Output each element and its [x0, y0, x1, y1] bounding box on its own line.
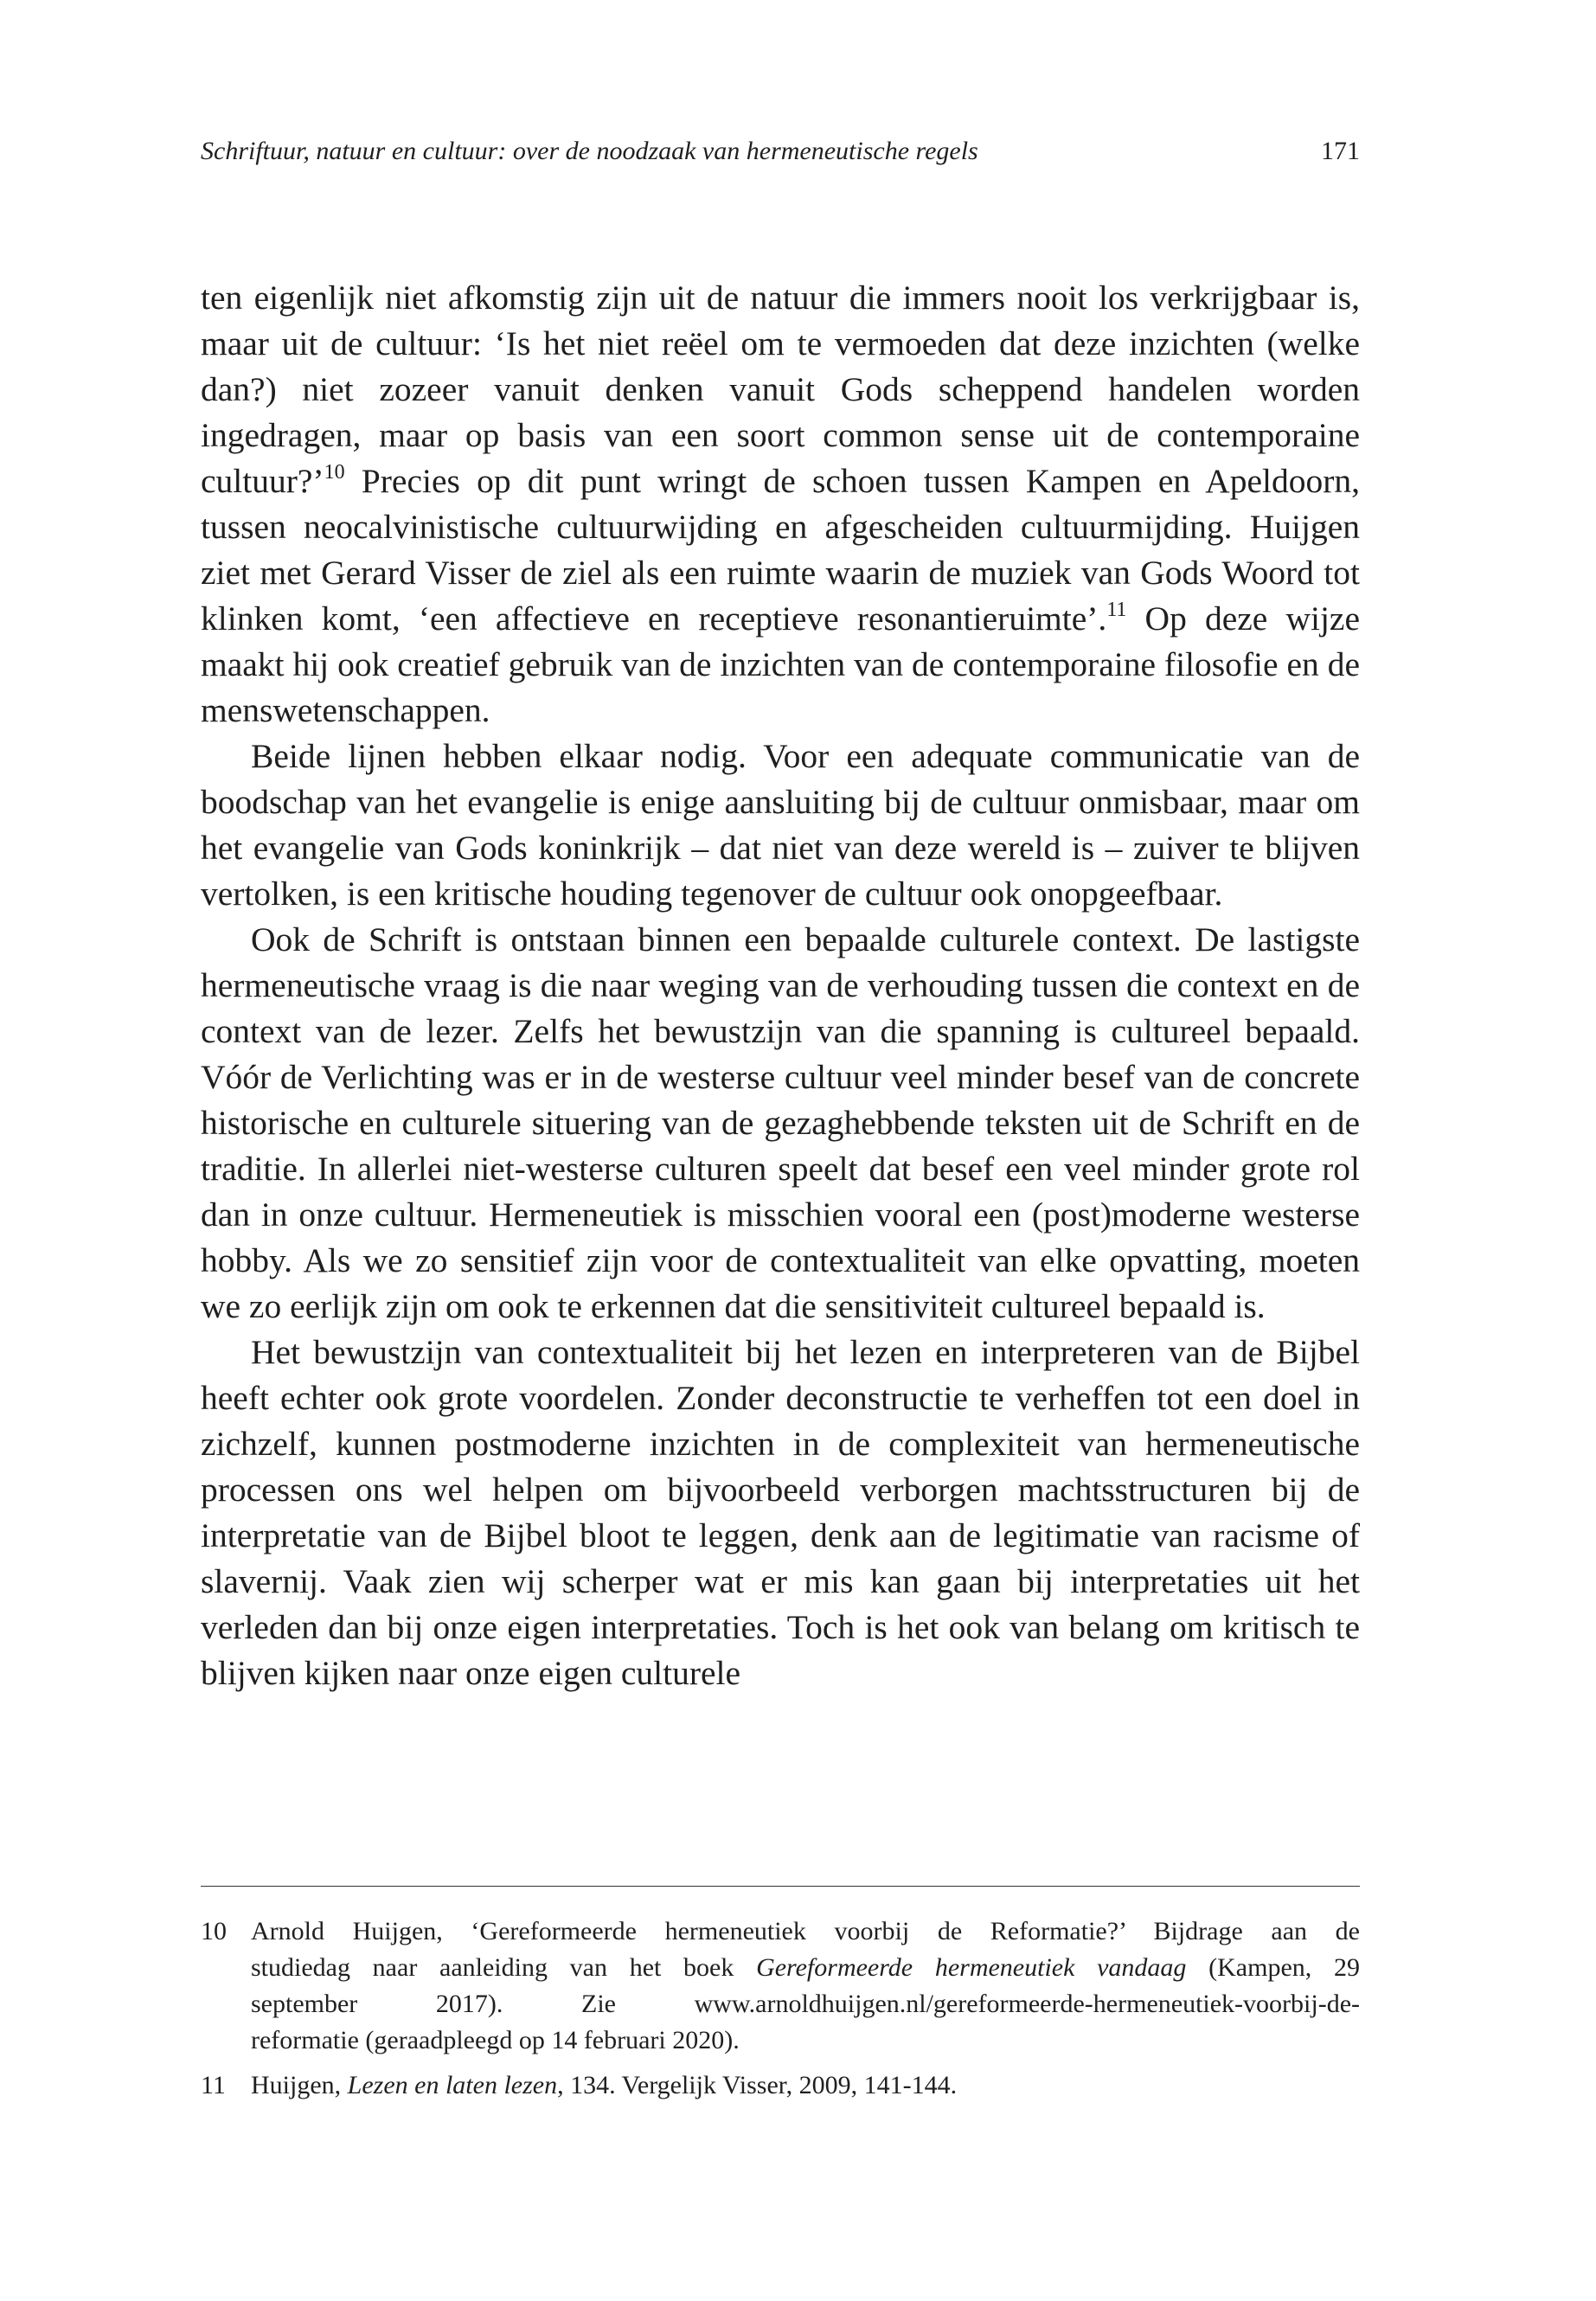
main-text [201, 275, 1360, 1696]
footnote-number: 10 [201, 1917, 227, 1945]
footnote-text: (Kampen, 29 [1186, 1953, 1360, 1982]
footnote-divider [201, 1886, 1360, 1887]
paragraph: Beide lijnen hebben elkaar nodig. Voor een adequate communicatie van de boodschap van het evangelie is enige aansluiting bij de cultuur onmisbaar, maar om het evangelie van Gods koninkrijk – dat niet van deze wereld is – zuiver te blijven vertolken, is een kritische houding tegenover de cultuur ook onopgeefbaar. [201, 737, 1360, 913]
footnote-text: , 134. Vergelijk Visser, 2009, 141-144. [557, 2071, 958, 2099]
paragraph: Het bewustzijn van contextualiteit bij het lezen en interpreteren van de Bijbel heeft echter ook grote voordelen. Zonder deconstructie te verheffen tot een doel in zichzelf, kunnen postmoderne inzichten in de complexiteit van hermeneutische processen ons wel helpen om bijvoorbeeld verborgen machtsstructuren bij de interpretatie van de Bijbel bloot te leggen, denk aan de legitimatie van racisme of slavernij. Vaak zien wij scherper wat er mis kan gaan bij interpretaties uit het verleden dan bij onze eigen interpretaties. Toch is het ook van belang om kritisch te blijven kijken naar onze eigen culturele [201, 1333, 1360, 1692]
footnote-number: 11 [201, 2071, 226, 2099]
footnote-ref[interactable]: 11 [1106, 599, 1127, 621]
footnote-ref[interactable]: 10 [324, 461, 345, 484]
running-title: Schriftuur, natuur en cultuur: over de noodzaak van hermeneutische regels [201, 137, 978, 165]
footnote-text: Huijgen, [251, 2071, 348, 2099]
footnote-line: Arnold Huijgen, ‘Gereformeerde hermeneutiek voorbij de Reformatie?’ Bijdrage aan de [251, 1917, 1360, 1945]
footnote-text: studiedag naar aanleiding van het boek [251, 1953, 757, 1982]
paragraph-text: ten eigenlijk niet afkomstig zijn uit de natuur die immers nooit los verkrijgbaar is, maar uit de cultuur: ‘Is het niet reëel om te vermoeden dat deze inzichten (welke dan?) niet zozeer vanuit denken vanuit Gods scheppend handelen worden ingedragen, maar op basis van een soort common sense uit de contemporaine cultuur?’ [201, 279, 1360, 500]
footnote-11 [201, 2067, 1360, 2104]
book-title: Lezen en laten lezen [347, 2071, 558, 2099]
footnote-10 [201, 1913, 1360, 2059]
footnote-line: reformatie (geraadpleegd op 14 februari 2020). [251, 2026, 740, 2054]
page-number: 171 [1321, 137, 1360, 165]
paragraph: Ook de Schrift is ontstaan binnen een bepaalde culturele context. De lastigste hermeneutische vraag is die naar weging van de verhouding tussen die context en de context van de lezer. Zelfs het bewustzijn van die spanning is cultureel bepaald. Vóór de Verlichting was er in de westerse cultuur veel minder besef van de concrete historische en culturele situering van de gezaghebbende teksten uit de Schrift en de traditie. In allerlei niet-westerse culturen speelt dat besef een veel minder grote rol dan in onze cultuur. Hermeneutiek is misschien vooral een (post)moderne westerse hobby. Als we zo sensitief zijn voor de contextualiteit van elke opvatting, moeten we zo eerlijk zijn om ook te erkennen dat die sensitiviteit cultureel bepaald is. [201, 920, 1360, 1325]
running-header [201, 137, 1360, 180]
footnote-line [251, 1950, 1360, 1986]
book-title: Gereformeerde hermeneutiek vandaag [756, 1953, 1187, 1982]
paragraph-text: Precies op dit punt wringt de schoen tussen Kampen en Apeldoorn, tussen neocalvinistische cultuurwijding en afgescheiden cultuurmijding. Huijgen ziet met Gerard Visser de ziel als een ruimte waarin de muziek van Gods Woord tot klinken komt, ‘een affectieve en receptieve resonantieruimte’. [201, 462, 1360, 638]
paragraph [201, 275, 1360, 734]
footnotes [201, 1913, 1360, 2112]
paragraph-text: Op deze wijze maakt hij ook creatief gebruik van de inzichten van de contemporaine filosofie en de menswetenschappen. [201, 599, 1360, 729]
footnote-line: september 2017). Zie www.arnoldhuijgen.nl/gereformeerde-hermeneutiek-voorbij-de- [251, 1990, 1360, 2018]
